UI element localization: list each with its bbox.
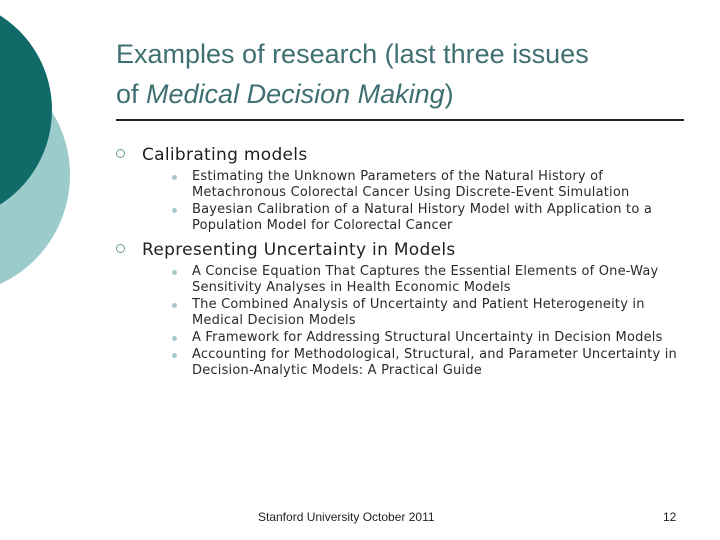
title-line-2 (116, 74, 706, 114)
paper-title: Bayesian Calibration of a Natural History Model with Application to a Population Model for Colorectal Cancer (192, 202, 652, 233)
list-item (152, 297, 696, 329)
dot-bullet-icon (172, 336, 177, 341)
dot-bullet-icon (172, 208, 177, 213)
paper-title: Accounting for Methodological, Structural, and Parameter Uncertainty in Decision-Analytic Models: A Practical Guide (192, 347, 677, 378)
section-calibrating-models (116, 145, 696, 234)
bullet-list (116, 145, 696, 385)
list-item (152, 347, 696, 379)
hollow-circle-bullet-icon (116, 244, 125, 253)
title-line-1: Examples of research (last three issues (116, 39, 589, 69)
decorative-circles (0, 0, 110, 300)
title-prefix: of (116, 79, 147, 109)
dot-bullet-icon (172, 270, 177, 275)
paper-title: Estimating the Unknown Parameters of the Natural History of Metachronous Colorectal Cancer Using Discrete-Event Simulation (192, 169, 630, 200)
list-item (152, 264, 696, 296)
sub-bullet-list (152, 169, 696, 234)
paper-title: The Combined Analysis of Uncertainty and Patient Heterogeneity in Medical Decision Models (192, 297, 645, 328)
paper-title: A Framework for Addressing Structural Uncertainty in Decision Models (192, 330, 663, 345)
sub-bullet-list (152, 264, 696, 379)
section-representing-uncertainty (116, 240, 696, 379)
footer-text: Stanford University October 2011 (258, 510, 435, 524)
title-divider (116, 119, 684, 121)
dot-bullet-icon (172, 303, 177, 308)
hollow-circle-bullet-icon (116, 149, 125, 158)
paper-title: A Concise Equation That Captures the Essential Elements of One-Way Sensitivity Analyses in Health Economic Models (192, 264, 659, 295)
section-heading: Calibrating models (142, 145, 308, 165)
page-number: 12 (663, 510, 677, 524)
list-item (152, 330, 696, 346)
title-suffix: ) (444, 79, 454, 109)
section-heading: Representing Uncertainty in Models (142, 240, 456, 260)
section-heading-row (116, 240, 696, 260)
list-item (152, 169, 696, 201)
dot-bullet-icon (172, 353, 177, 358)
journal-name: Medical Decision Making (146, 79, 445, 109)
dot-bullet-icon (172, 175, 177, 180)
list-item (152, 202, 696, 234)
section-heading-row (116, 145, 696, 165)
slide-title (116, 34, 706, 114)
